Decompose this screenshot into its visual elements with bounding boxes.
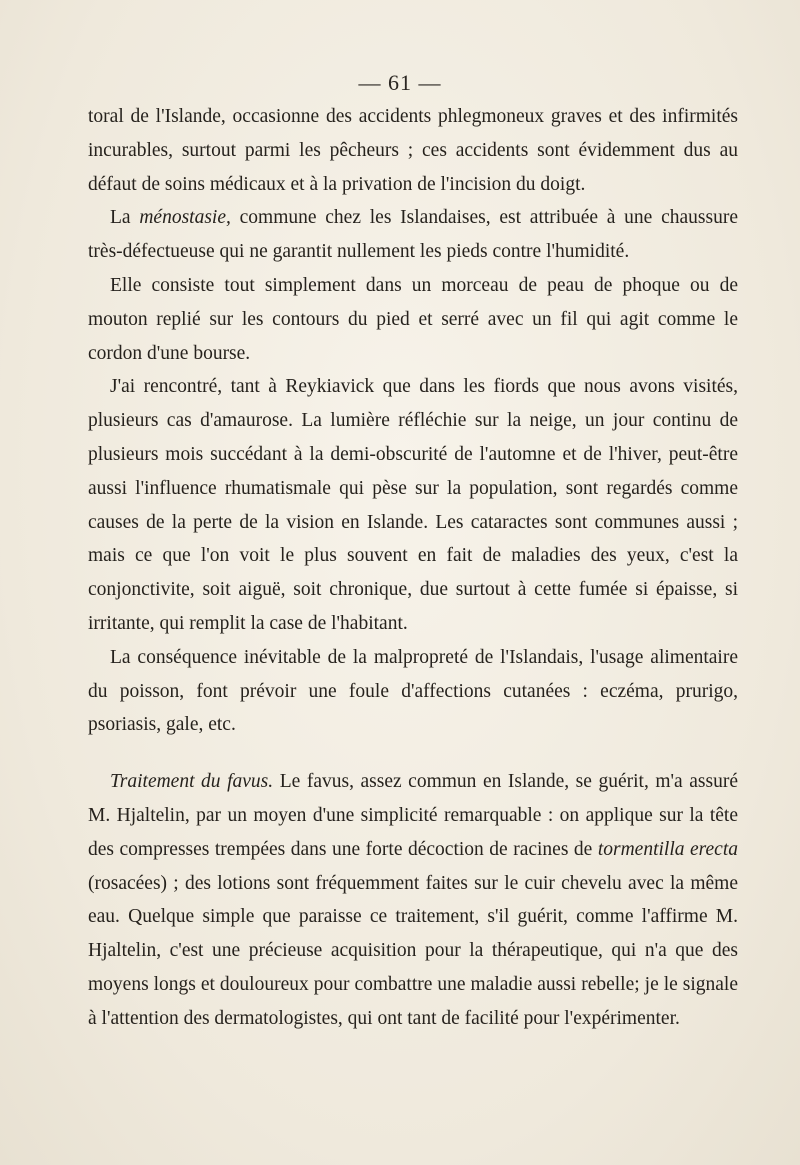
italic-run: Traitement du favus. — [110, 771, 274, 793]
paragraph — [88, 201, 738, 269]
page-number: — 61 — — [358, 70, 442, 95]
italic-run: tormentilla erecta — [597, 838, 738, 860]
text-run: (rosacées) ; des lotions sont fréquemment faites sur le cuir chevelu avec la même eau. Quelque simple que paraisse ce traitement, s'il guérit, comme l'affirme M. Hjaltelin, c'est une précieuse acquisition pour la thérapeutique, qui n'a que des moyens longs et douloureux pour combattre une maladie aussi rebelle; je le signale à l'attention des dermatologistes, qui ont tant de facilité pour l'expérimenter. — [88, 872, 738, 1029]
paragraph — [88, 370, 738, 640]
text-run: Le favus, assez commun en Islande, se guérit, m'a assuré M. Hjaltelin, par un moyen d'une simplicité remarquable : on applique sur la tête des compresses trempées dans une forte décoction de racines de — [88, 771, 738, 860]
paragraph — [88, 641, 738, 742]
paragraph — [88, 100, 738, 201]
text-run: La — [110, 207, 140, 229]
paragraph — [88, 765, 738, 1035]
text-run: J'ai rencontré, tant à Reykiavick que dans les fiords que nous avons visités, plusieurs cas d'amaurose. La lumière réfléchie sur la neige, un jour continu de plusieurs mois succédant à la demi-obscurité de l'automne et de l'hiver, peut-être aussi l'influence rhumatismale qui pèse sur la population, sont regardés comme causes de la perte de la vision en Islande. Les cataractes sont communes aussi ; mais ce que l'on voit le plus souvent en fait de maladies des yeux, c'est la conjonctivite, soit aiguë, soit chronique, due surtout à cette fumée si épaisse, si irritante, qui remplit la case de l'habitant. — [88, 376, 738, 634]
paragraph — [88, 269, 738, 370]
text-run: toral de l'Islande, occasionne des accidents phlegmoneux graves et des infirmités incurables, surtout parmi les pêcheurs ; ces accidents sont évidemment dus au défaut de soins médicaux et à la privation de l'incision du doigt. — [88, 106, 738, 195]
text-run: Elle consiste tout simplement dans un morceau de peau de phoque ou de mouton replié sur les contours du pied et serré avec un fil qui agit comme le cordon d'une bourse. — [88, 274, 738, 364]
text-run: commune chez les Islandaises, est attribuée à une chaussure très-défectueuse qui ne garantit nullement les pieds contre l'humidité. — [88, 207, 738, 263]
italic-run: ménostasie, — [139, 207, 231, 229]
body-text — [88, 100, 738, 1036]
text-run: La conséquence inévitable de la malpropreté de l'Islandais, l'usage alimentaire du poisson, font prévoir une foule d'affections cutanées : eczéma, prurigo, psoriasis, gale, etc. — [88, 646, 738, 736]
